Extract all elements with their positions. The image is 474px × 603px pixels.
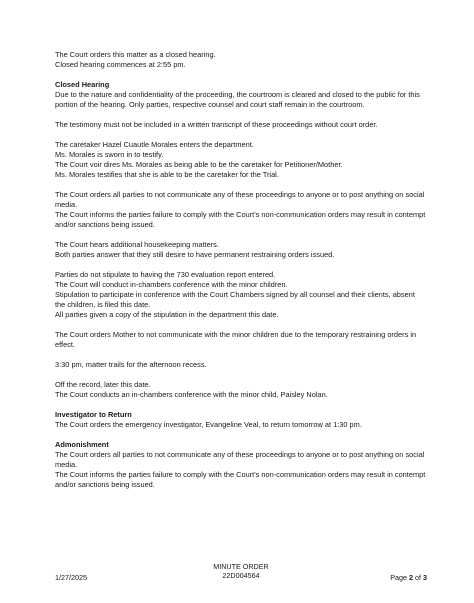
page-footer — [55, 562, 427, 586]
paragraph-line: Closed hearing commences at 2:55 pm. — [55, 60, 186, 69]
paragraph-block — [55, 80, 427, 110]
paragraph-block — [55, 440, 427, 490]
footer-case-number: 22D004564 — [222, 571, 260, 580]
paragraph-line: The Court voir dires Ms. Morales as being able to be the caretaker for Petitioner/Mother. — [55, 160, 343, 169]
paragraph-line: The Court orders all parties to not communicate any of these proceedings to anyone or to post anything on social media. — [55, 190, 425, 209]
paragraph-line: The Court informs the parties failure to comply with the Court's non-communication orders may result in contempt and/or sanctions being issued. — [55, 210, 426, 229]
paragraph-block — [55, 270, 427, 320]
paragraph-line: The Court orders this matter as a closed hearing. — [55, 50, 216, 59]
paragraph-block — [55, 190, 427, 230]
page-prefix: Page — [390, 573, 409, 582]
footer-center — [55, 562, 427, 580]
paragraph-line: Ms. Morales testifies that she is able to be the caretaker for the Trial. — [55, 170, 279, 179]
page-of: of — [413, 573, 423, 582]
paragraph-line: Parties do not stipulate to having the 730 evaluation report entered. — [55, 270, 276, 279]
paragraph-line: The Court conducts an in-chambers conference with the minor child, Paisley Nolan. — [55, 390, 328, 399]
paragraph-line: The Court orders Mother to not communicate with the minor children due to the temporary restraining orders in effect. — [55, 330, 417, 349]
paragraph-block — [55, 410, 427, 430]
paragraph-block — [55, 330, 427, 350]
paragraph-block — [55, 140, 427, 180]
footer-date: 1/27/2025 — [55, 573, 87, 582]
page-total: 3 — [423, 573, 427, 582]
paragraph-line: Stipulation to participate in conference with the Court Chambers signed by all counsel and their clients, absent the children, is filed this date. — [55, 290, 415, 309]
paragraph-block — [55, 50, 427, 70]
paragraph-line: Off the record, later this date. — [55, 380, 151, 389]
paragraph-line: Due to the nature and confidentiality of the proceeding, the courtroom is cleared and closed to the public for this portion of the hearing. Only parties, respective counsel and court staff remain in the courtroom. — [55, 90, 420, 109]
paragraph-line: The Court hears additional housekeeping matters. — [55, 240, 219, 249]
footer-title: MINUTE ORDER — [213, 562, 269, 571]
paragraph-line: The Court orders all parties to not communicate any of these proceedings to anyone or to post anything on social media. — [55, 450, 425, 469]
paragraph-line: The Court will conduct in-chambers conference with the minor children. — [55, 280, 288, 289]
section-heading: Admonishment — [55, 440, 109, 449]
paragraph-block — [55, 120, 427, 130]
paragraph-line: Both parties answer that they still desire to have permanent restraining orders issued. — [55, 250, 335, 259]
section-heading: Investigator to Return — [55, 410, 132, 419]
paragraph-line: The Court orders the emergency investigator, Evangeline Veal, to return tomorrow at 1:30 pm. — [55, 420, 362, 429]
minute-order-body — [55, 50, 427, 500]
paragraph-line: 3:30 pm, matter trails for the afternoon recess. — [55, 360, 207, 369]
section-heading: Closed Hearing — [55, 80, 110, 89]
paragraph-block — [55, 240, 427, 260]
page-current: 2 — [409, 573, 413, 582]
paragraph-line: The caretaker Hazel Cuautle Morales enters the department. — [55, 140, 254, 149]
paragraph-line: Ms. Morales is sworn in to testify. — [55, 150, 164, 159]
paragraph-block — [55, 360, 427, 370]
paragraph-line: The testimony must not be included in a written transcript of these proceedings without court order. — [55, 120, 378, 129]
footer-page-number — [390, 573, 427, 582]
paragraph-block — [55, 380, 427, 400]
paragraph-line: The Court informs the parties failure to comply with the Court's non-communication orders may result in contempt and/or sanctions being issued. — [55, 470, 426, 489]
paragraph-line: All parties given a copy of the stipulation in the department this date. — [55, 310, 279, 319]
